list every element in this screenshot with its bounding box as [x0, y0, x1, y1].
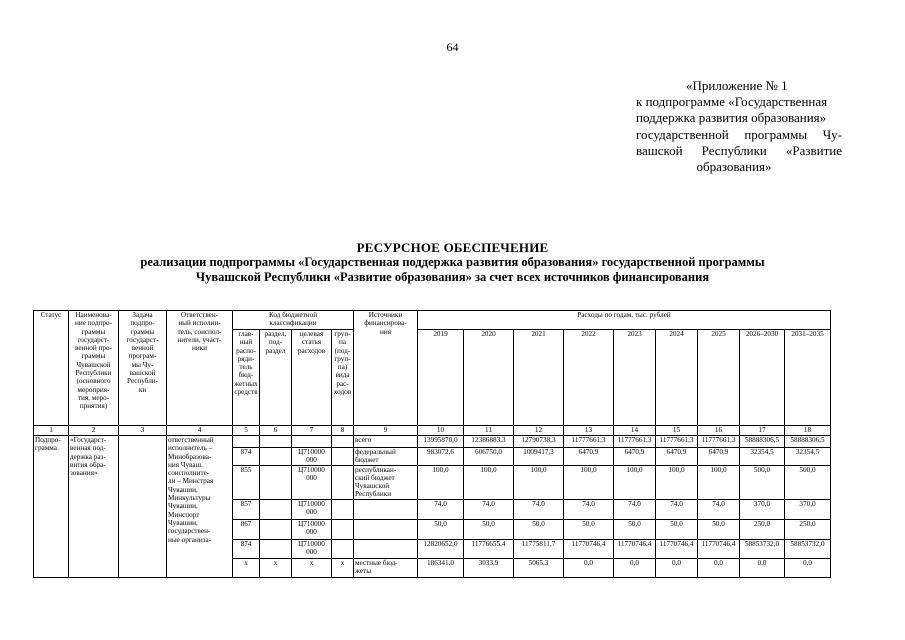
- appendix-word: вашской: [636, 142, 683, 158]
- appendix-word: Чу-: [822, 126, 842, 142]
- cell-target: Ц710000 000: [292, 539, 332, 558]
- header-status: Статус: [34, 311, 69, 426]
- column-number-row: [34, 426, 831, 436]
- cell-target: Ц710000 000: [292, 448, 332, 466]
- appendix-line: [636, 127, 842, 143]
- cell-value: 250,0: [740, 519, 785, 539]
- cell-value: 6470,9: [614, 448, 656, 466]
- header-executor: Ответствен- ный исполни- тель, соиспол- нители, участ- ники: [167, 311, 233, 426]
- column-number: 18: [785, 426, 831, 436]
- cell-section: [260, 539, 292, 558]
- header-year: 2022: [564, 330, 614, 426]
- header-year: 2024: [656, 330, 698, 426]
- cell-value: 32354,5: [785, 448, 831, 466]
- cell-value: 1009417,3: [514, 448, 564, 466]
- header-year: 2020: [464, 330, 514, 426]
- header-year: 2025: [698, 330, 740, 426]
- appendix-line: поддержка развития образования»: [636, 110, 827, 126]
- cell-value: 0,0: [564, 558, 614, 577]
- cell-value: 500,0: [740, 465, 785, 499]
- cell-value: 370,0: [785, 499, 831, 519]
- cell-value: 500,0: [785, 465, 831, 499]
- cell-value: 74,0: [614, 499, 656, 519]
- cell-value: 11777661,3: [564, 436, 614, 448]
- cell-value: 50,0: [418, 519, 464, 539]
- cell-value: 11770746,4: [656, 539, 698, 558]
- cell-value: 0,0: [740, 558, 785, 577]
- cell-value: 50,0: [464, 519, 514, 539]
- row-name: «Государст- венная под- держка раз- вития обра- зования»: [69, 436, 119, 578]
- cell-source: республикан- ский бюджет Чувашской Республики: [354, 465, 418, 499]
- cell-value: 0,0: [614, 558, 656, 577]
- column-number: 16: [698, 426, 740, 436]
- cell-value: 186341,0: [418, 558, 464, 577]
- title-heading: РЕСУРСНОЕ ОБЕСПЕЧЕНИЕ: [356, 240, 549, 255]
- cell-value: 100,0: [464, 465, 514, 499]
- cell-value: 11776655,4: [464, 539, 514, 558]
- cell-value: 6470,9: [564, 448, 614, 466]
- cell-value: 606750,0: [464, 448, 514, 466]
- cell-source: [354, 539, 418, 558]
- cell-value: 74,0: [564, 499, 614, 519]
- column-number: 15: [656, 426, 698, 436]
- title-subline: реализации подпрограммы «Государственная поддержка развития образования» государственной программы: [140, 255, 765, 269]
- cell-target: х: [292, 558, 332, 577]
- cell-value: 0,0: [785, 558, 831, 577]
- cell-value: 0,0: [698, 558, 740, 577]
- cell-target: Ц710000 000: [292, 519, 332, 539]
- cell-value: 11770746,4: [614, 539, 656, 558]
- appendix-reference: [636, 78, 842, 175]
- cell-grbs: 874: [233, 448, 260, 466]
- cell-value: 74,0: [698, 499, 740, 519]
- cell-grbs: х: [233, 558, 260, 577]
- cell-value: 5065,3: [514, 558, 564, 577]
- cell-value: 250,0: [785, 519, 831, 539]
- cell-target: Ц710000 000: [292, 465, 332, 499]
- cell-group: [332, 448, 354, 466]
- cell-value: 11777661,3: [656, 436, 698, 448]
- cell-section: х: [260, 558, 292, 577]
- cell-value: 3033,9: [464, 558, 514, 577]
- cell-grbs: 855: [233, 465, 260, 499]
- header-name: Наименова- ние подпро- граммы государст- венной про- граммы Чувашской Республики (основного мероприя- тия, меро- приятия): [69, 311, 119, 426]
- cell-value: 11775811,7: [514, 539, 564, 558]
- cell-value: 74,0: [418, 499, 464, 519]
- cell-value: 100,0: [698, 465, 740, 499]
- appendix-word: государственной: [636, 126, 729, 142]
- cell-section: [260, 519, 292, 539]
- header-year: 2019: [418, 330, 464, 426]
- column-number: 6: [260, 426, 292, 436]
- row-executor: ответственный исполнитель – Минобразова- ния Чуваш. соисполните- ли – Минстрая Чувашии, Минкультуры Чувашии, Минспорт Чувашии, государствен- ные организа-: [167, 436, 233, 578]
- cell-value: 12386883,3: [464, 436, 514, 448]
- cell-value: 100,0: [656, 465, 698, 499]
- appendix-line: образования»: [696, 159, 772, 175]
- cell-value: 0,0: [656, 558, 698, 577]
- appendix-line: к подпрограмме «Государственная: [636, 94, 828, 110]
- cell-target: Ц710000 000: [292, 499, 332, 519]
- cell-value: 50,0: [514, 519, 564, 539]
- cell-grbs: 874: [233, 539, 260, 558]
- header-year: 2026–2030: [740, 330, 785, 426]
- appendix-word: «Развитие: [785, 142, 842, 158]
- document-title: [0, 240, 905, 285]
- cell-value: 6470,9: [656, 448, 698, 466]
- column-number: 1: [34, 426, 69, 436]
- cell-group: [332, 499, 354, 519]
- cell-value: 58888306,5: [785, 436, 831, 448]
- cell-value: 983072,6: [418, 448, 464, 466]
- cell-group: [332, 539, 354, 558]
- cell-value: 6470,9: [698, 448, 740, 466]
- header-task: Задача подпро- граммы государст- венной програм- мы Чу- вашской Республи- ки: [119, 311, 167, 426]
- cell-value: 12820652,0: [418, 539, 464, 558]
- cell-group: [332, 436, 354, 448]
- cell-value: 100,0: [514, 465, 564, 499]
- cell-value: 13995870,0: [418, 436, 464, 448]
- title-subline: Чувашской Республики «Развитие образования» за счет всех источников финансирования: [195, 270, 710, 284]
- cell-source: местные бюд- жеты: [354, 558, 418, 577]
- page-number: 64: [446, 40, 459, 54]
- cell-section: [260, 465, 292, 499]
- header-group: груп- па (под- груп- па) вида рас- ходов: [332, 330, 354, 426]
- cell-source: всего: [354, 436, 418, 448]
- cell-section: [260, 499, 292, 519]
- cell-section: [260, 436, 292, 448]
- header-grbs: глав- ный распо- ряди- тель бюд- жетных средств: [233, 330, 260, 426]
- column-number: 11: [464, 426, 514, 436]
- cell-value: 11777661,3: [614, 436, 656, 448]
- resource-table: [33, 310, 831, 578]
- cell-target: [292, 436, 332, 448]
- header-row: [34, 311, 831, 330]
- cell-value: 11770746,4: [698, 539, 740, 558]
- cell-group: х: [332, 558, 354, 577]
- column-number: 7: [292, 426, 332, 436]
- cell-grbs: 857: [233, 499, 260, 519]
- cell-value: 100,0: [418, 465, 464, 499]
- header-target: целевая статья расходов: [292, 330, 332, 426]
- cell-grbs: 867: [233, 519, 260, 539]
- cell-group: [332, 519, 354, 539]
- cell-value: 50,0: [656, 519, 698, 539]
- header-year: 2031–2035: [785, 330, 831, 426]
- cell-value: 100,0: [614, 465, 656, 499]
- column-number: 3: [119, 426, 167, 436]
- column-number: 13: [564, 426, 614, 436]
- appendix-line: [636, 143, 842, 159]
- cell-value: 100,0: [564, 465, 614, 499]
- cell-value: 74,0: [656, 499, 698, 519]
- column-number: 4: [167, 426, 233, 436]
- cell-value: 370,0: [740, 499, 785, 519]
- header-year: 2023: [614, 330, 656, 426]
- cell-value: 74,0: [514, 499, 564, 519]
- cell-value: 32354,5: [740, 448, 785, 466]
- cell-value: 74,0: [464, 499, 514, 519]
- cell-value: 58888306,5: [740, 436, 785, 448]
- cell-value: 12790738,3: [514, 436, 564, 448]
- column-number: 14: [614, 426, 656, 436]
- table-row: [34, 436, 831, 448]
- cell-value: 11770746,4: [564, 539, 614, 558]
- column-number: 5: [233, 426, 260, 436]
- cell-value: 58853732,0: [740, 539, 785, 558]
- header-year: 2021: [514, 330, 564, 426]
- cell-group: [332, 465, 354, 499]
- row-task: [119, 436, 167, 578]
- appendix-line: «Приложение № 1: [686, 78, 788, 93]
- appendix-word: программы: [744, 126, 808, 142]
- row-status: Подпро- грамма: [34, 436, 69, 578]
- cell-value: 50,0: [698, 519, 740, 539]
- column-number: 12: [514, 426, 564, 436]
- header-expenses: Расходы по годам, тыс. рублей: [418, 311, 831, 330]
- column-number: 8: [332, 426, 354, 436]
- column-number: 10: [418, 426, 464, 436]
- cell-value: 58853732,0: [785, 539, 831, 558]
- cell-section: [260, 448, 292, 466]
- cell-source: [354, 499, 418, 519]
- cell-value: 50,0: [564, 519, 614, 539]
- cell-value: 11777661,3: [698, 436, 740, 448]
- appendix-word: Республики: [701, 142, 767, 158]
- cell-value: 50,0: [614, 519, 656, 539]
- cell-grbs: [233, 436, 260, 448]
- cell-source: [354, 519, 418, 539]
- header-budget-code: Код бюджетной классификации: [233, 311, 354, 330]
- header-sources: Источники финансирова- ния: [354, 311, 418, 426]
- header-section: раздел, под- раздел: [260, 330, 292, 426]
- column-number: 2: [69, 426, 119, 436]
- column-number: 9: [354, 426, 418, 436]
- cell-source: федеральный бюджет: [354, 448, 418, 466]
- column-number: 17: [740, 426, 785, 436]
